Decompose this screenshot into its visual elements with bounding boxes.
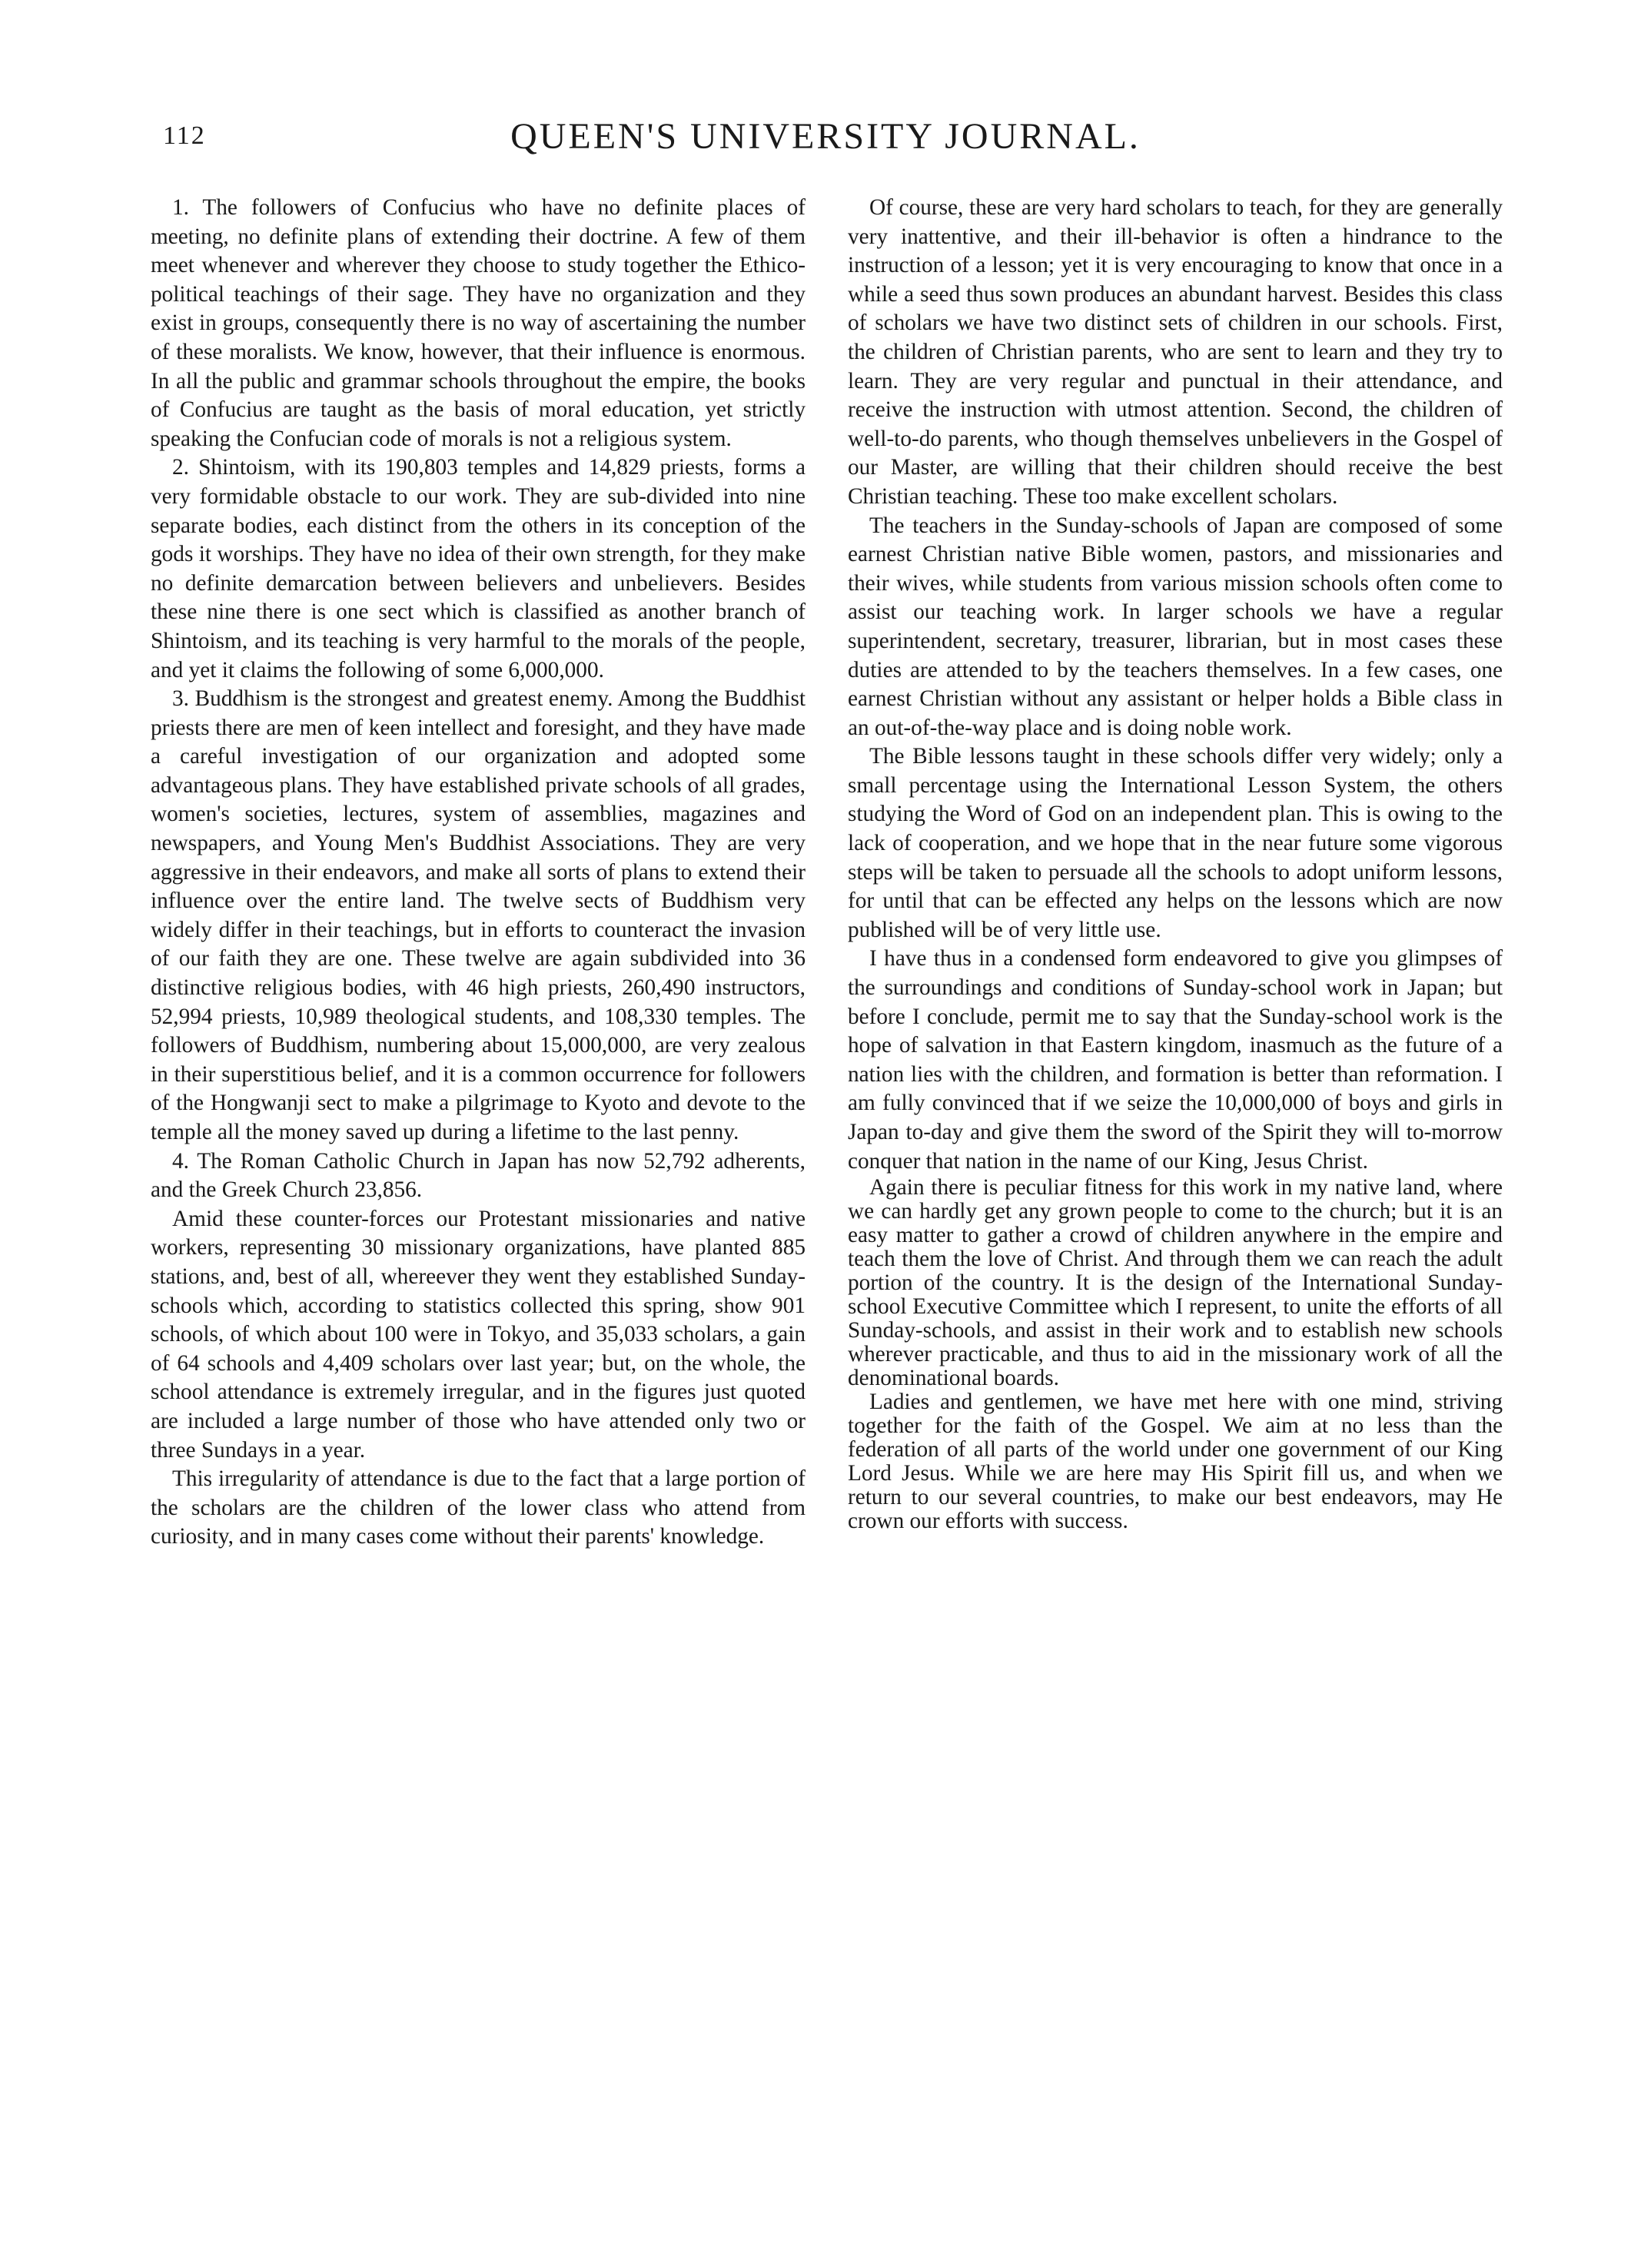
paragraph-fitness: Again there is peculiar fitness for this work in my native land, where we can hardly get any grown people to come to the church; but it is an easy matter to gather a crowd of children anywhere in the empire and teach them the love of Christ. And through them we can reach the adult portion of the country. It is the design of the International Sunday-school Executive Committee which I represent, to unite the efforts of all Sunday-schools, and assist in their work and to establish new schools wherever practicable, and thus to aid in the missionary work of all the denominational boards.	[848, 1175, 1503, 1391]
paragraph-teachers: The teachers in the Sunday-schools of Japan are composed of some earnest Christian native Bible women, pastors, and missionaries and their wives, while students from various mission schools often come to assist our teaching work. In larger schools we have a regular superintendent, secretary, treasurer, librarian, but in most cases these duties are attended to by the teachers themselves. In a few cases, one earnest Christian without any assistant or helper holds a Bible class in an out-of-the-way place and is doing noble work.	[848, 513, 1503, 740]
paragraph-buddhism: 3. Buddhism is the strongest and greatest enemy. Among the Buddhist priests there are men of keen intellect and foresight, and they have made a careful investigation of our organization and adopted some advantageous plans. They have established private schools of all grades, women's societies, lectures, system of assemblies, magazines and newspapers, and Young Men's Buddhist Associations. They are very aggressive in their endeavors, and make all sorts of plans to extend their influence over the entire land. The twelve sects of Buddhism very widely differ in their teachings, but in efforts to counteract the invasion of our faith they are one. These twelve are again subdivided into 36 distinctive religious bodies, with 46 high priests, 260,490 instructors, 52,994 priests, 10,989 theological students, and 108,330 temples. The followers of Buddhism, numbering about 15,000,000, are very zealous in their superstitious belief, and it is a common occurrence for followers of the Hongwanji sect to make a pilgrimage to Kyoto and devote to the temple all the money saved up during a lifetime to the last penny.	[151, 686, 806, 1144]
left-column	[151, 194, 806, 1552]
paragraph-protestant-missions: Amid these counter-forces our Protestant missionaries and native workers, representing 30 missionary organizations, have planted 885 stations, and, best of all, whereever they went they established Sunday-schools which, according to statistics collected this spring, show 901 schools, of which about 100 were in Tokyo, and 35,033 scholars, a gain of 64 schools and 4,409 scholars over last year; but, on the whole, the school attendance is extremely irregular, and in the figures just quoted are included a large number of those who have attended only two or three Sundays in a year.	[151, 1206, 806, 1463]
paragraph-confucianism: 1. The followers of Confucius who have no definite places of meeting, no definite plans of extending their doctrine. A few of them meet whenever and wherever they choose to study together the Ethico-political teachings of their sage. They have no organization and they exist in groups, consequently there is no way of ascertaining the number of these moralists. We know, however, that their influence is enormous. In all the public and grammar schools throughout the empire, the books of Confucius are taught as the basis of moral education, yet strictly speaking the Confucian code of morals is not a religious system.	[151, 195, 806, 451]
page-header	[0, 115, 1651, 169]
paragraph-bible-lessons: The Bible lessons taught in these schools differ very widely; only a small percentage using the International Lesson System, the others studying the Word of God on an independent plan. This is owing to the lack of cooperation, and we hope that in the near future some vigorous steps will be taken to persuade all the schools to adopt uniform lessons, for until that can be effected any helps on the lessons which are now published will be of very little use.	[848, 744, 1503, 942]
right-column	[848, 194, 1503, 1533]
paragraph-shintoism: 2. Shintoism, with its 190,803 temples and 14,829 priests, forms a very formidable obstacle to our work. They are sub-divided into nine separate bodies, each distinct from the others in its conception of the gods it worships. They have no idea of their own strength, for they make no definite demarcation between believers and unbelievers. Besides these nine there is one sect which is classified as another branch of Shintoism, and its teaching is very harmful to the morals of the people, and yet it claims the following of some 6,000,000.	[151, 455, 806, 682]
paragraph-closing: Ladies and gentlemen, we have met here with one mind, striving together for the faith of the Gospel. We aim at no less than the federation of all parts of the world under one government of our King Lord Jesus. While we are here may His Spirit fill us, and when we return to our several countries, to make our best endeavors, may He crown our efforts with success.	[848, 1390, 1503, 1534]
journal-title: QUEEN'S UNIVERSITY JOURNAL.	[510, 116, 1141, 157]
paragraph-irregular-attendance: This irregularity of attendance is due to the fact that a large portion of the scholars are the children of the lower class who attend from curiosity, and in many cases come without their parents' knowledge.	[151, 1466, 806, 1549]
page-number: 112	[163, 121, 206, 150]
paragraph-conclusion: I have thus in a condensed form endeavored to give you glimpses of the surroundings and conditions of Sunday-school work in Japan; but before I conclude, permit me to say that the Sunday-school work is the hope of salvation in that Eastern kingdom, inasmuch as the future of a nation lies with the children, and formation is better than reformation. I am fully convinced that if we seize the 10,000,000 of boys and girls in Japan to-day and give them the sword of the Spirit they will to-morrow conquer that nation in the name of our King, Jesus Christ.	[848, 946, 1503, 1174]
paragraph-catholic-greek-church: 4. The Roman Catholic Church in Japan has now 52,792 adherents, and the Greek Church 23,856.	[151, 1148, 806, 1203]
paragraph-scholars: Of course, these are very hard scholars to teach, for they are generally very inattentive, and their ill-behavior is often a hindrance to the instruction of a lesson; yet it is very encouraging to know that once in a while a seed thus sown produces an abundant harvest. Besides this class of scholars we have two distinct sets of children in our schools. First, the children of Christian parents, who are sent to learn and they try to learn. They are very regular and punctual in their attendance, and receive the instruction with utmost attention. Second, the children of well-to-do parents, who though themselves unbelievers in the Gospel of our Master, are willing that their children should receive the best Christian teaching. These too make excellent scholars.	[848, 195, 1503, 509]
